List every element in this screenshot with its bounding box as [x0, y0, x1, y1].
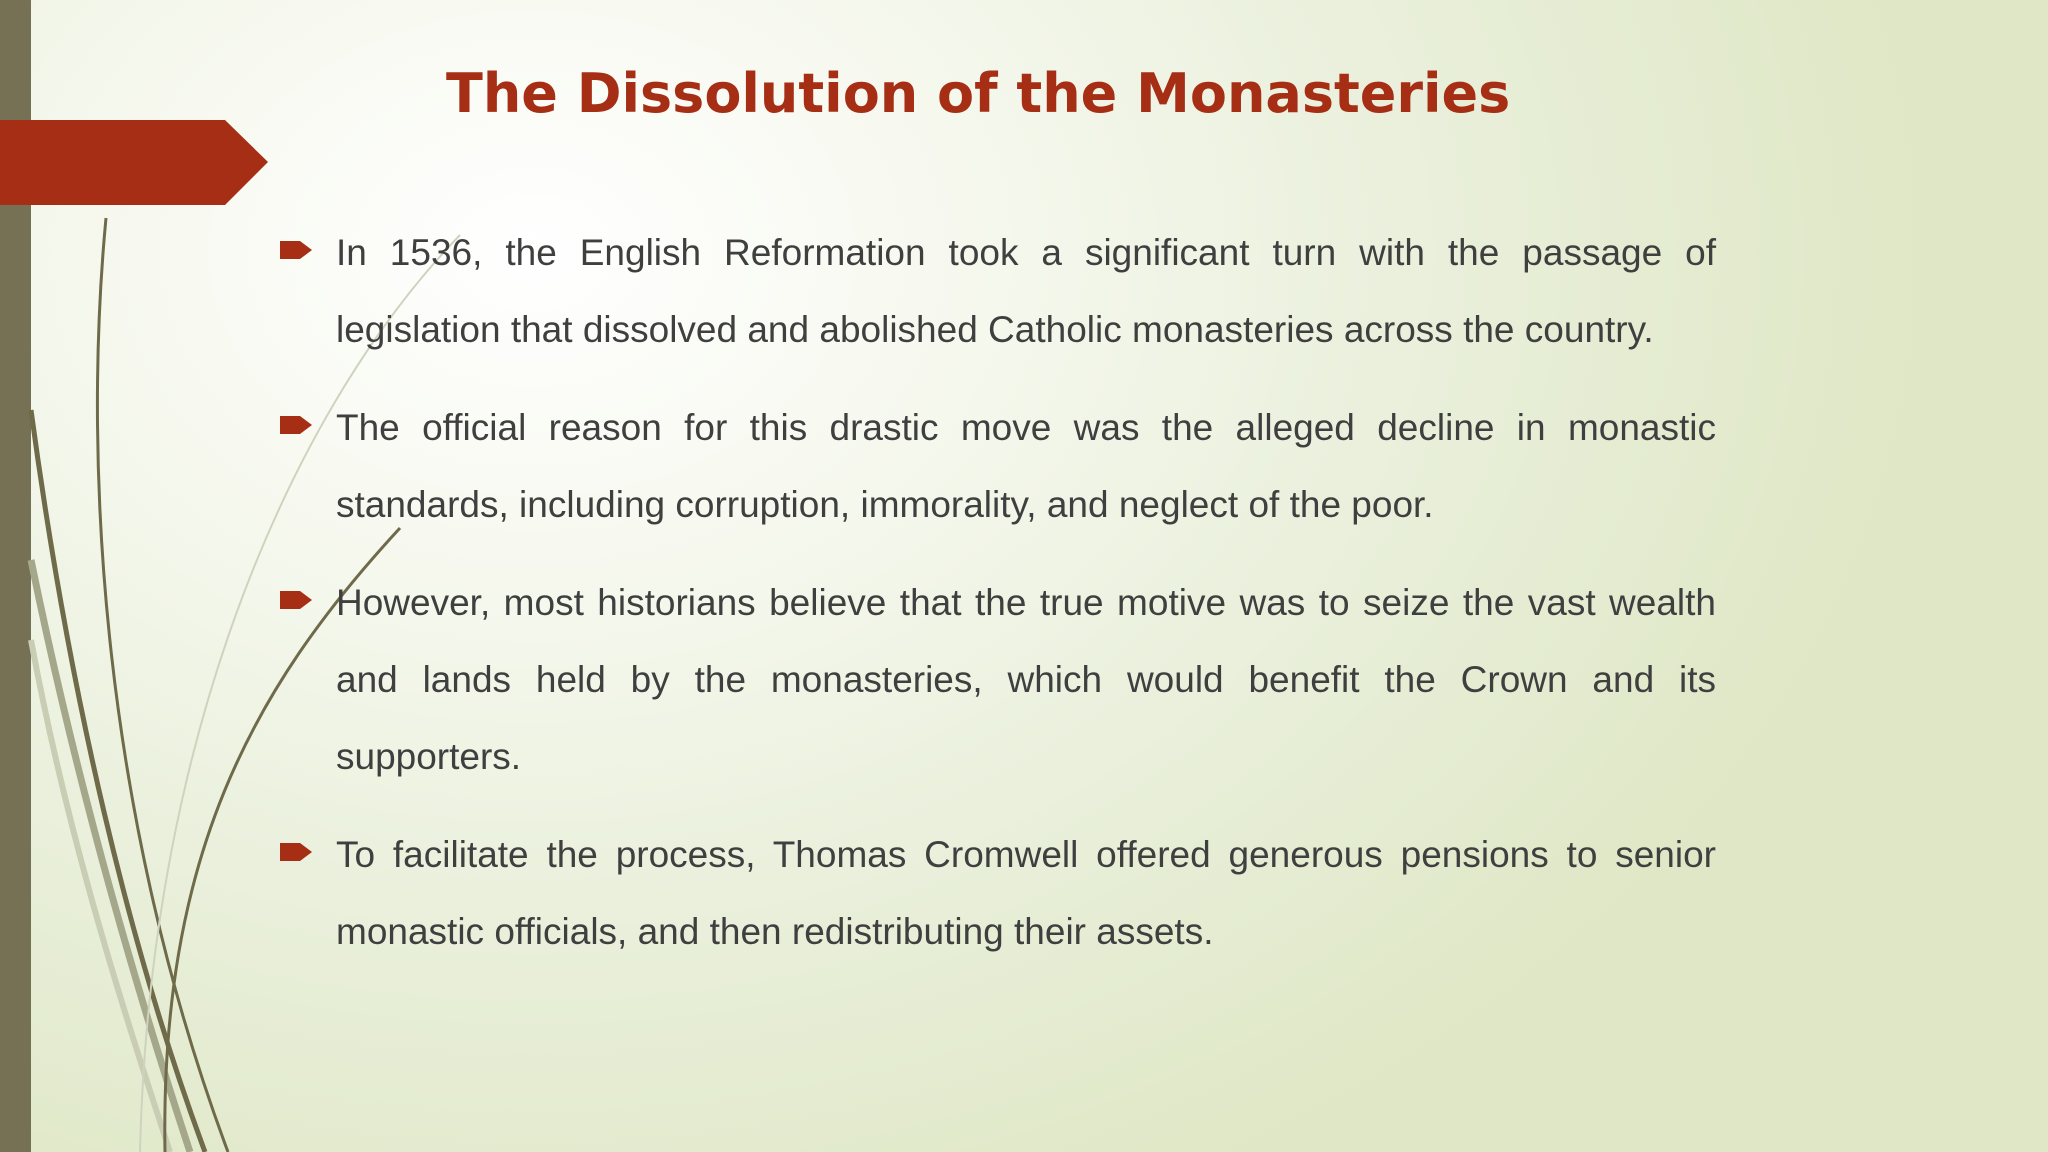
bullet-item [280, 816, 1716, 970]
arrow-bullet-icon [280, 238, 313, 262]
arrow-bullet-icon [280, 588, 313, 612]
bullet-list [280, 214, 1716, 991]
bullet-text: To facilitate the process, Thomas Cromwell offered generous pensions to senior monastic officials, and then redistributing their assets. [336, 834, 1716, 952]
bullet-item [280, 564, 1716, 795]
bullet-text: In 1536, the English Reformation took a significant turn with the passage of legislation that dissolved and abolished Catholic monasteries across the country. [336, 232, 1716, 350]
title-arrow-tab [0, 120, 268, 205]
arrow-bullet-icon [280, 840, 313, 864]
bullet-text: However, most historians believe that the true motive was to seize the vast wealth and lands held by the monasteries, which would benefit the Crown and its supporters. [336, 582, 1716, 777]
slide-title: The Dissolution of the Monasteries [446, 62, 1511, 125]
bullet-item [280, 389, 1716, 543]
bullet-text: The official reason for this drastic move was the alleged decline in monastic standards, including corruption, immorality, and neglect of the poor. [336, 407, 1716, 525]
arrow-bullet-icon [280, 413, 313, 437]
bullet-item [280, 214, 1716, 368]
